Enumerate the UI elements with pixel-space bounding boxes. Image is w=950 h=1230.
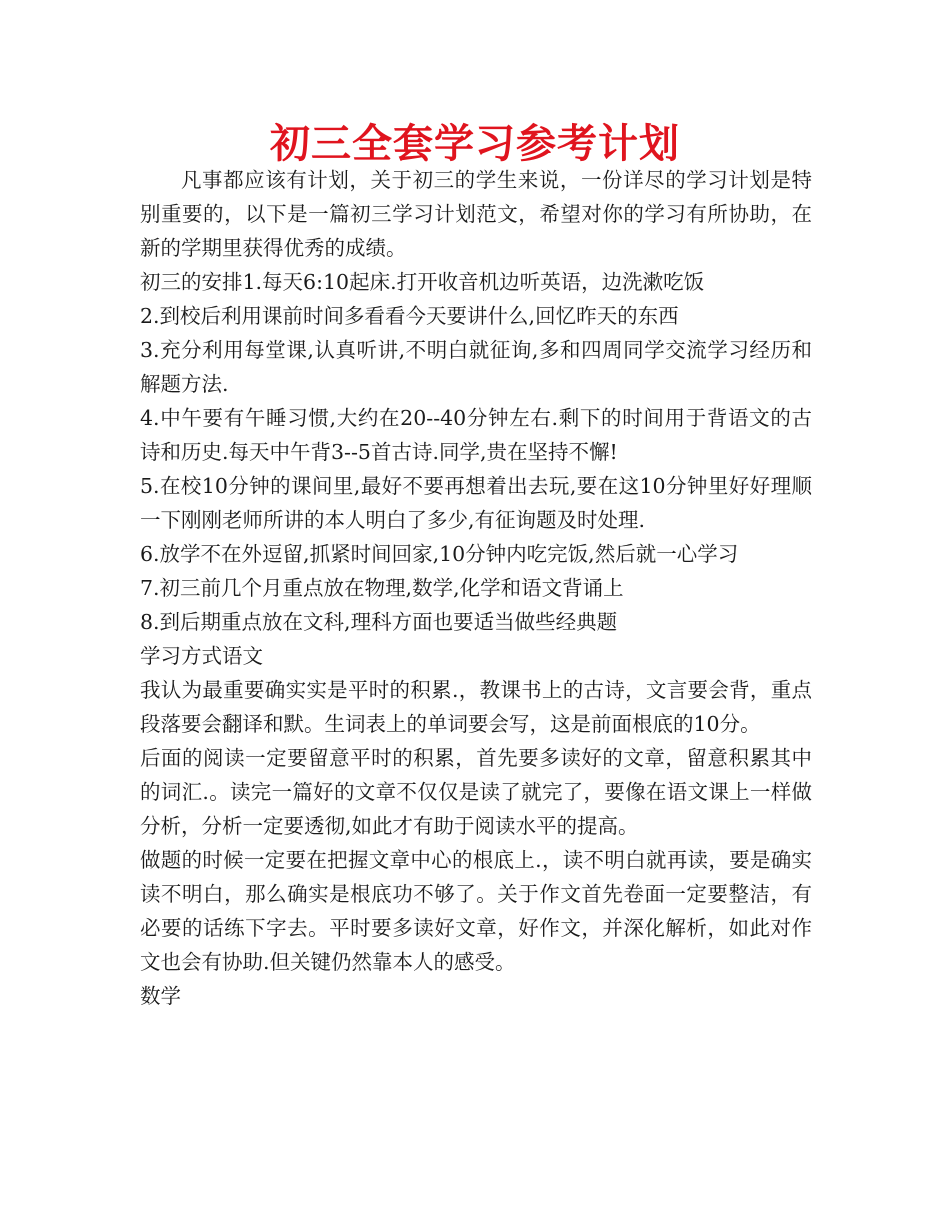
chinese-paragraph-1: 我认为最重要确实实是平时的积累.，教课书上的古诗，文言要会背，重点段落要会翻译和默。生词表上的单词要会写，这是前面根底的10分。 xyxy=(140,678,812,736)
document-title: 初三全套学习参考计划 xyxy=(270,121,680,167)
plan-item-3: 3.充分利用每堂课,认真听讲,不明白就征询,多和四周同学交流学习经历和解题方法. xyxy=(140,338,812,396)
document-body xyxy=(140,163,812,1013)
plan-item-2: 2.到校后利用课前时间多看看今天要讲什么,回忆昨天的东西 xyxy=(140,304,679,328)
plan-item-1: 初三的安排1.每天6:10起床.打开收音机边听英语，边洗漱吃饭 xyxy=(140,270,705,294)
plan-item-6: 6.放学不在外逗留,抓紧时间回家,10分钟内吃完饭,然后就一心学习 xyxy=(140,542,739,566)
chinese-paragraph-2: 后面的阅读一定要留意平时的积累，首先要多读好的文章，留意积累其中的词汇.。读完一篇好的文章不仅仅是读了就完了，要像在语文课上一样做分析，分析一定要透彻,如此才有助于阅读水平的提高。 xyxy=(140,746,812,838)
plan-item-8: 8.到后期重点放在文科,理科方面也要适当做些经典题 xyxy=(140,610,618,634)
intro-paragraph: 凡事都应该有计划，关于初三的学生来说，一份详尽的学习计划是特别重要的，以下是一篇初三学习计划范文，希望对你的学习有所协助，在新的学期里获得优秀的成绩。 xyxy=(140,168,812,260)
plan-item-7: 7.初三前几个月重点放在物理,数学,化学和语文背诵上 xyxy=(140,576,624,600)
section-heading-chinese: 学习方式语文 xyxy=(140,644,263,668)
chinese-paragraph-3: 做题的时候一定要在把握文章中心的根底上.，读不明白就再读，要是确实读不明白，那么确实是根底功不够了。关于作文首先卷面一定要整洁，有必要的话练下字去。平时要多读好文章，好作文，并深化解析，如此对作文也会有协助.但关键仍然靠本人的感受。 xyxy=(140,848,812,974)
plan-item-5: 5.在校10分钟的课间里,最好不要再想着出去玩,要在这10分钟里好好理顺一下刚刚老师所讲的本人明白了多少,有征询题及时处理. xyxy=(140,474,812,532)
plan-item-4: 4.中午要有午睡习惯,大约在20--40分钟左右.剩下的时间用于背语文的古诗和历史.每天中午背3--5首古诗.同学,贵在坚持不懈! xyxy=(140,406,812,464)
section-heading-math: 数学 xyxy=(140,984,181,1008)
